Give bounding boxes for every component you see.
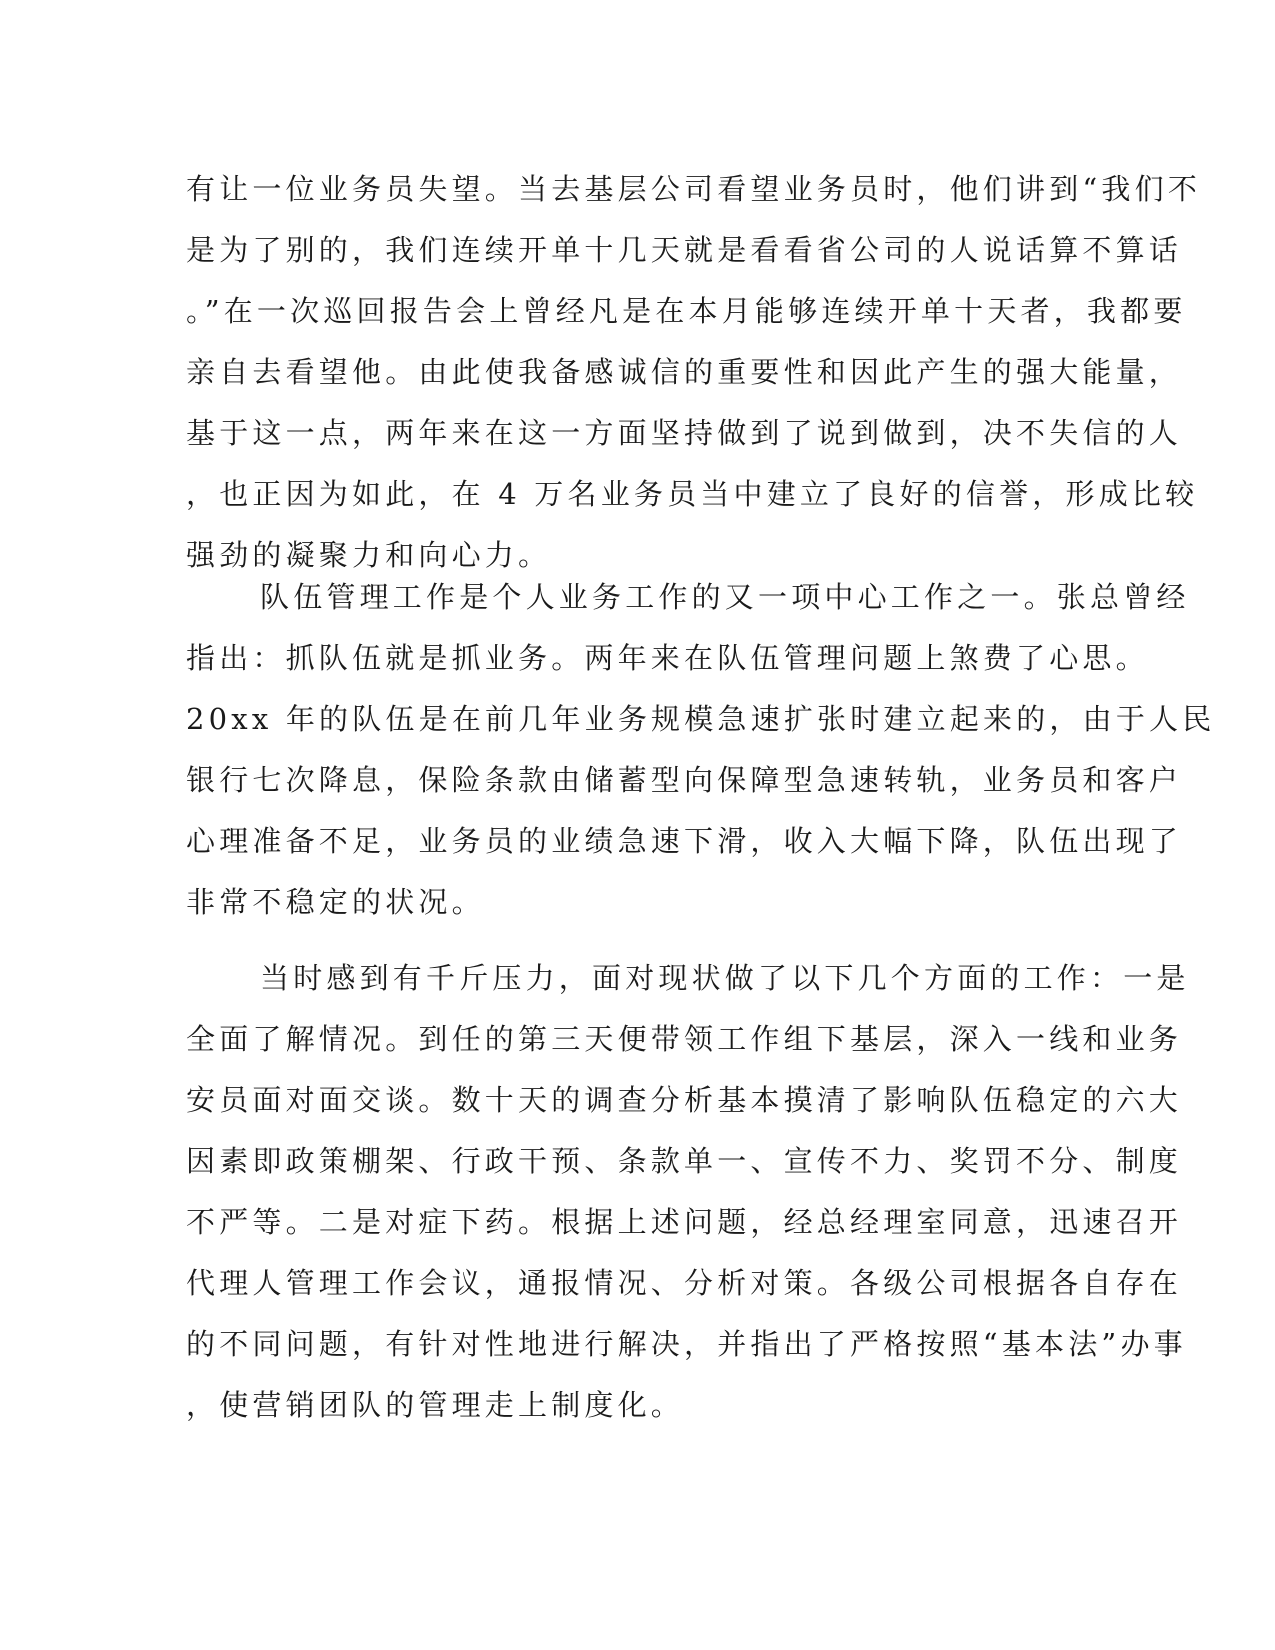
text-line: 心理准备不足，业务员的业绩急速下滑，收入大幅下降，队伍出现了 — [186, 824, 1183, 858]
text-line: 亲自去看望他。由此使我备感诚信的重要性和因此产生的强大能量， — [186, 355, 1183, 389]
text-line: ，使营销团队的管理走上制度化。 — [186, 1388, 685, 1422]
text-line: 。”在一次巡回报告会上曾经凡是在本月能够连续开单十天者，我都要 — [186, 294, 1187, 328]
text-line: ，也正因为如此，在 4 万名业务员当中建立了良好的信誉，形成比较 — [186, 477, 1199, 511]
text-line: 指出：抓队伍就是抓业务。两年来在队伍管理问题上煞费了心思。 — [186, 641, 1149, 675]
text-line: 基于这一点，两年来在这一方面坚持做到了说到做到，决不失信的人 — [186, 416, 1183, 450]
text-line: 因素即政策棚架、行政干预、条款单一、宣传不力、奖罚不分、制度 — [186, 1144, 1183, 1178]
text-line: 20xx 年的队伍是在前几年业务规模急速扩张时建立起来的，由于人民 — [186, 702, 1216, 736]
text-line: 银行七次降息，保险条款由储蓄型向保障型急速转轨，业务员和客户 — [186, 763, 1183, 797]
text-line: 安员面对面交谈。数十天的调查分析基本摸清了影响队伍稳定的六大 — [186, 1083, 1183, 1117]
paragraph-2 — [186, 567, 1216, 933]
text-line: 非常不稳定的状况。 — [186, 885, 485, 919]
paragraph-3 — [186, 948, 1190, 1436]
text-line: 全面了解情况。到任的第三天便带领工作组下基层，深入一线和业务 — [186, 1022, 1183, 1056]
text-line: 的不同问题，有针对性地进行解决，并指出了严格按照“基本法”办事 — [186, 1327, 1187, 1361]
text-line: 强劲的凝聚力和向心力。 — [186, 538, 552, 572]
text-line: 是为了别的，我们连续开单十几天就是看看省公司的人说话算不算话 — [186, 233, 1183, 267]
text-line: 队伍管理工作是个人业务工作的又一项中心工作之一。张总曾经 — [260, 580, 1190, 614]
text-line: 不严等。二是对症下药。根据上述问题，经总经理室同意，迅速召开 — [186, 1205, 1183, 1239]
text-line: 代理人管理工作会议，通报情况、分析对策。各级公司根据各自存在 — [186, 1266, 1183, 1300]
paragraph-1 — [186, 159, 1202, 586]
text-line: 当时感到有千斤压力，面对现状做了以下几个方面的工作：一是 — [260, 961, 1190, 995]
text-line: 有让一位业务员失望。当去基层公司看望业务员时，他们讲到“我们不 — [186, 172, 1202, 206]
